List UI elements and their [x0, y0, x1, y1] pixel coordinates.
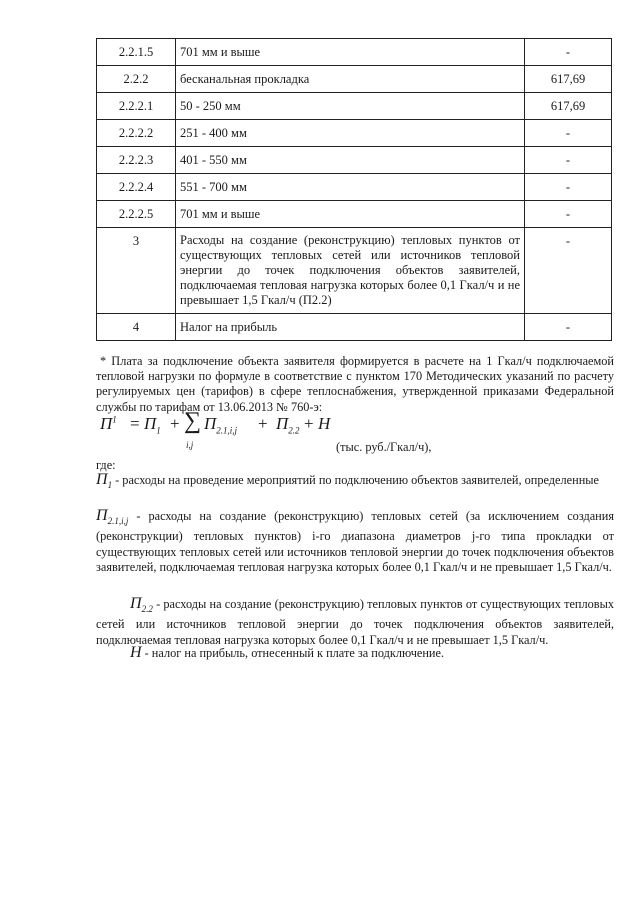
formula-plus-1: +: [170, 414, 180, 433]
formula-term-4: Н: [318, 414, 331, 433]
formula-term-1-sub: 1: [156, 425, 161, 436]
definition-p21-symbol: [96, 507, 129, 527]
row-number: 2.2.2.2: [97, 120, 176, 147]
tariff-table: [96, 38, 612, 341]
row-description: 401 - 550 мм: [176, 147, 525, 174]
formula-sum: ∑: [184, 408, 202, 434]
row-value: -: [525, 201, 612, 228]
definition-p21-sub: 2.1,i,j: [107, 516, 129, 527]
row-number: 2.2.2.1: [97, 93, 176, 120]
table-row: [97, 39, 612, 66]
formula-lhs-symbol: П: [100, 414, 113, 433]
formula-term-1-symbol: П: [144, 414, 157, 433]
definition-n-text: - налог на прибыль, отнесенный к плате за подключение.: [144, 646, 445, 660]
formula-units: (тыс. руб./Гкал/ч),: [336, 440, 432, 454]
row-description: 251 - 400 мм: [176, 120, 525, 147]
formula-term-3-sub: 2.2: [288, 425, 300, 436]
definition-p1-letter: П: [96, 471, 108, 488]
definition-p1-symbol: [96, 471, 113, 491]
row-description: 701 мм и выше: [176, 39, 525, 66]
row-description: 50 - 250 мм: [176, 93, 525, 120]
row-description: бесканальная прокладка: [176, 66, 525, 93]
row-description: Расходы на создание (реконструкцию) тепловых пунктов от существующих тепловых сетей или источников тепловой энергии до точек подключения объектов заявителей, подключаемая тепловая нагрузка которых более 0,1 Гкал/ч и не превышает 1,5 Гкал/ч (П2.2): [176, 228, 525, 314]
formula-lhs-sup: 1: [112, 414, 117, 425]
definition-p22-sub: 2.2: [141, 604, 153, 615]
formula-term-3: [276, 414, 300, 435]
table-row: [97, 93, 612, 120]
definition-p1-sub: 1: [107, 480, 113, 491]
formula-term-2-symbol: П: [204, 414, 217, 433]
row-value: -: [525, 174, 612, 201]
formula-plus-3: +: [304, 414, 314, 433]
formula-plus-2: +: [258, 414, 268, 433]
table-row: [97, 120, 612, 147]
row-number: 2.2.2.4: [97, 174, 176, 201]
row-value: -: [525, 120, 612, 147]
formula-sum-sub: i,j: [186, 440, 194, 450]
row-description: 551 - 700 мм: [176, 174, 525, 201]
definition-p1: [96, 472, 614, 493]
row-number: 4: [97, 314, 176, 341]
row-value: 617,69: [525, 93, 612, 120]
footnote: * Плата за подключение объекта заявителя формируется в расчете на 1 Гкал/ч подключаемой тепловой нагрузки по формуле в соответствие с пунктом 170 Методических указаний по расчету регулируемых цен (тарифов) в сфере теплоснабжения, утвержденной приказами Федеральной службы по тарифам от 13.06.2013 № 760-э:: [96, 354, 614, 414]
where-label: где:: [96, 458, 116, 472]
formula: [98, 410, 618, 458]
table-row: [97, 228, 612, 314]
row-value: -: [525, 39, 612, 66]
table-row: [97, 201, 612, 228]
definition-p22-letter: П: [130, 595, 142, 612]
row-description: Налог на прибыль: [176, 314, 525, 341]
formula-term-3-symbol: П: [276, 414, 289, 433]
definition-p21-text: - расходы на создание (реконструкцию) тепловых сетей (за исключением создания (реконструкции) тепловых пунктов) i-го диапазона диаметров j-го типа прокладки от существующих тепловых сетей или источников тепловой энергии до точек подключения объектов заявителей, подключаемая тепловая нагрузка которых более 0,1 Гкал/ч и не превышает 1,5 Гкал/ч.: [96, 509, 614, 574]
definition-p22-symbol: [130, 595, 153, 615]
definition-p22: [96, 596, 614, 648]
definition-n-symbol: Н: [130, 644, 142, 661]
row-value: -: [525, 147, 612, 174]
row-description: 701 мм и выше: [176, 201, 525, 228]
row-value: -: [525, 228, 612, 314]
definition-p1-text: - расходы на проведение мероприятий по подключению объектов заявителей, определенные: [115, 473, 599, 487]
row-number: 3: [97, 228, 176, 314]
table-row: [97, 147, 612, 174]
row-value: 617,69: [525, 66, 612, 93]
definition-p21: [96, 508, 614, 575]
formula-lhs: [100, 414, 117, 434]
formula-term-1: [144, 414, 161, 435]
formula-term-2: [204, 414, 237, 435]
table-row: [97, 66, 612, 93]
definition-n: [96, 645, 614, 661]
definition-p22-text: - расходы на создание (реконструкцию) тепловых пунктов от существующих тепловых сетей или источников тепловой энергии до точек подключения объектов заявителей, подключаемая тепловая нагрузка которых более 0,1 Гкал/ч и не превышает 1,5 Гкал/ч.: [96, 597, 615, 647]
formula-eq: =: [130, 414, 140, 433]
row-number: 2.2.1.5: [97, 39, 176, 66]
row-number: 2.2.2.5: [97, 201, 176, 228]
table-row: [97, 314, 612, 341]
row-number: 2.2.2: [97, 66, 176, 93]
row-number: 2.2.2.3: [97, 147, 176, 174]
definition-p21-letter: П: [96, 507, 108, 524]
row-value: -: [525, 314, 612, 341]
formula-term-2-sub: 2.1,i,j: [216, 425, 238, 436]
table-row: [97, 174, 612, 201]
